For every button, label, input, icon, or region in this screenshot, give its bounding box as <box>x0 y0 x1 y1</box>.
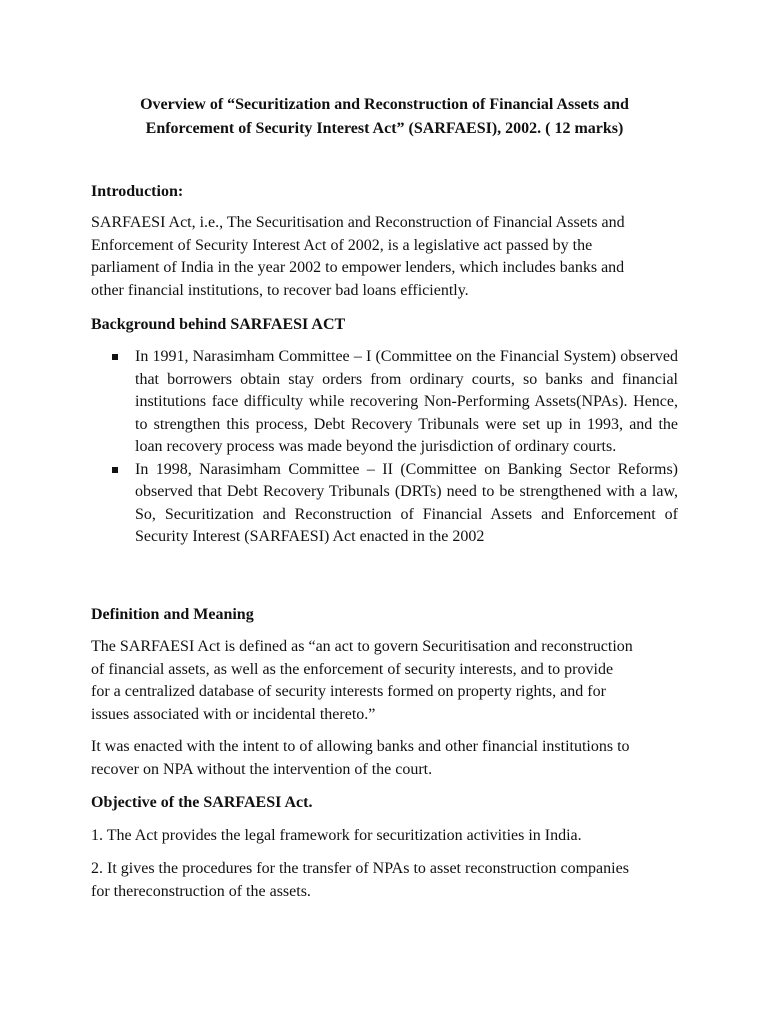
definition-line: issues associated with or incidental thereto.” <box>91 705 376 723</box>
definition-heading: Definition and Meaning <box>91 606 254 623</box>
definition-line: It was enacted with the intent to of allowing banks and other financial institutions to <box>91 738 630 755</box>
title-line-1: Overview of “Securitization and Reconstruction of Financial Assets and <box>140 96 629 113</box>
definition-line: of financial assets, as well as the enforcement of security interests, and to provide <box>91 660 614 678</box>
background-bullet-item <box>91 459 678 549</box>
background-bullet-list <box>91 346 678 549</box>
square-bullet-icon <box>112 467 118 473</box>
objective-line: for thereconstruction of the assets. <box>91 882 311 900</box>
objective-item-1: 1. The Act provides the legal framework for securitization activities in India. <box>91 827 582 844</box>
objective-item-2 <box>91 858 678 903</box>
intro-line: Enforcement of Security Interest Act of 2002, is a legislative act passed by the <box>91 236 593 254</box>
introduction-paragraph <box>91 212 678 302</box>
objective-line: 2. It gives the procedures for the transfer of NPAs to asset reconstruction companies <box>91 860 629 877</box>
background-bullet-item <box>91 346 678 459</box>
bullet-text: In 1991, Narasimham Committee – I (Committee on the Financial System) observed that borrowers obtain stay orders from ordinary courts, so banks and financial institutions face difficulty while recovering Non-Performing Assets(NPAs). Hence, to strengthen this process, Debt Recovery Tribunals were set up in 1993, and the loan recovery process was made beyond the jurisdiction of ordinary courts. <box>135 348 678 455</box>
bullet-text: In 1998, Narasimham Committee – II (Committee on Banking Sector Reforms) observed that Debt Recovery Tribunals (DRTs) need to be strengthened with a law, So, Securitization and Reconstruction of Financial Assets and Enforcement of Security Interest (SARFAESI) Act enacted in the 2002 <box>135 460 678 545</box>
definition-paragraph-1 <box>91 636 678 726</box>
intro-line: other financial institutions, to recover bad loans efficiently. <box>91 281 469 299</box>
definition-line: recover on NPA without the intervention of the court. <box>91 760 433 778</box>
title-line-2: Enforcement of Security Interest Act” (SARFAESI), 2002. ( 12 marks) <box>145 120 624 137</box>
background-heading: Background behind SARFAESI ACT <box>91 316 346 333</box>
definition-line: The SARFAESI Act is defined as “an act to govern Securitisation and reconstruction <box>91 638 633 655</box>
intro-line: SARFAESI Act, i.e., The Securitisation and Reconstruction of Financial Assets and <box>91 214 625 231</box>
document-title <box>91 93 678 141</box>
square-bullet-icon <box>112 354 118 360</box>
definition-line: for a centralized database of security interests formed on property rights, and for <box>91 683 606 700</box>
objective-heading: Objective of the SARFAESI Act. <box>91 794 313 811</box>
definition-paragraph-2 <box>91 736 678 781</box>
introduction-heading: Introduction: <box>91 183 184 200</box>
intro-line: parliament of India in the year 2002 to empower lenders, which includes banks and <box>91 259 625 276</box>
